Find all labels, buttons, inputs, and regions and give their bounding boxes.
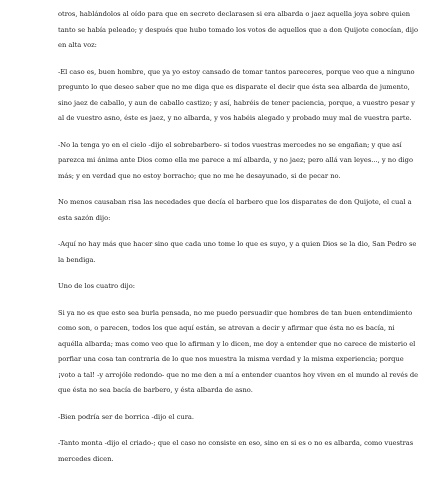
paragraph: Uno de los cuatro dijo: [58, 282, 136, 290]
paragraph: Si ya no es que esto sea burla pensada, no me puedo persuadir que hombres de tan buen entendimiento como son, o parecen, todos los que aquí están, se atrevan a decir y afirmar que ésta no es bacía, ni aquélla albarda; mas como veo que lo afirman y lo dicen, me doy a entender que no carece de misterio el porfiar una cosa tan contraria de lo que nos muestra la misma verdad y la misma experiencia; porque ¡voto a tal! -y arrojóle redondo- que no me den a mí a entender cuantos hoy viven en el mundo al revés de que ésta no sea bacía de barbero, y ésta albarda de asno. [58, 308, 419, 394]
paragraph: No menos causaban risa las necedades que decía el barbero que los disparates de don Quijote, el cual a esta sazón dijo: [58, 198, 412, 222]
paragraph: -Bien podría ser de borrica -dijo el cura. [58, 412, 195, 421]
paragraph: otros, hablándolos al oído para que en secreto declarasen si era albarda o jaez aquella joya sobre quien tanto se había peleado; y después que hubo tomado los votos de aquellos que a don Quijote conocían, dijo en alta voz: [58, 10, 418, 49]
paragraph: -Tanto monta -dijo el criado-; que el caso no consiste en eso, sino en si es o no es albarda, como vuestras mercedes dicen. [58, 439, 414, 463]
paragraph: -El caso es, buen hombre, que ya yo estoy cansado de tomar tantos pareceres, porque veo que a ninguno pregunto lo que deseo saber que no me diga que es disparate el decir que ésta sea albarda de jumento, sino jaez de caballo, y aun de caballo castizo; y así, habréis de tener paciencia, porque, a vuestro pesar y al de vuestro asno, éste es jaez, y no albarda, y vos habéis alegado y probado muy mal de vuestra parte. [58, 67, 415, 122]
paragraph: -Aquí no hay más que hacer sino que cada uno tome lo que es suyo, y a quien Dios se la dio, San Pedro se la bendiga. [58, 240, 417, 264]
paragraph: -No la tenga yo en el cielo -dijo el sobrebarbero- si todos vuestras mercedes no se engañan; y que así parezca mi ánima ante Dios como ella me parece a mí albarda, y no jaez; pero allá van leyes..., y no digo más; y en verdad que no estoy borracho; que no me he desayunado, si de pecar no. [58, 140, 413, 180]
